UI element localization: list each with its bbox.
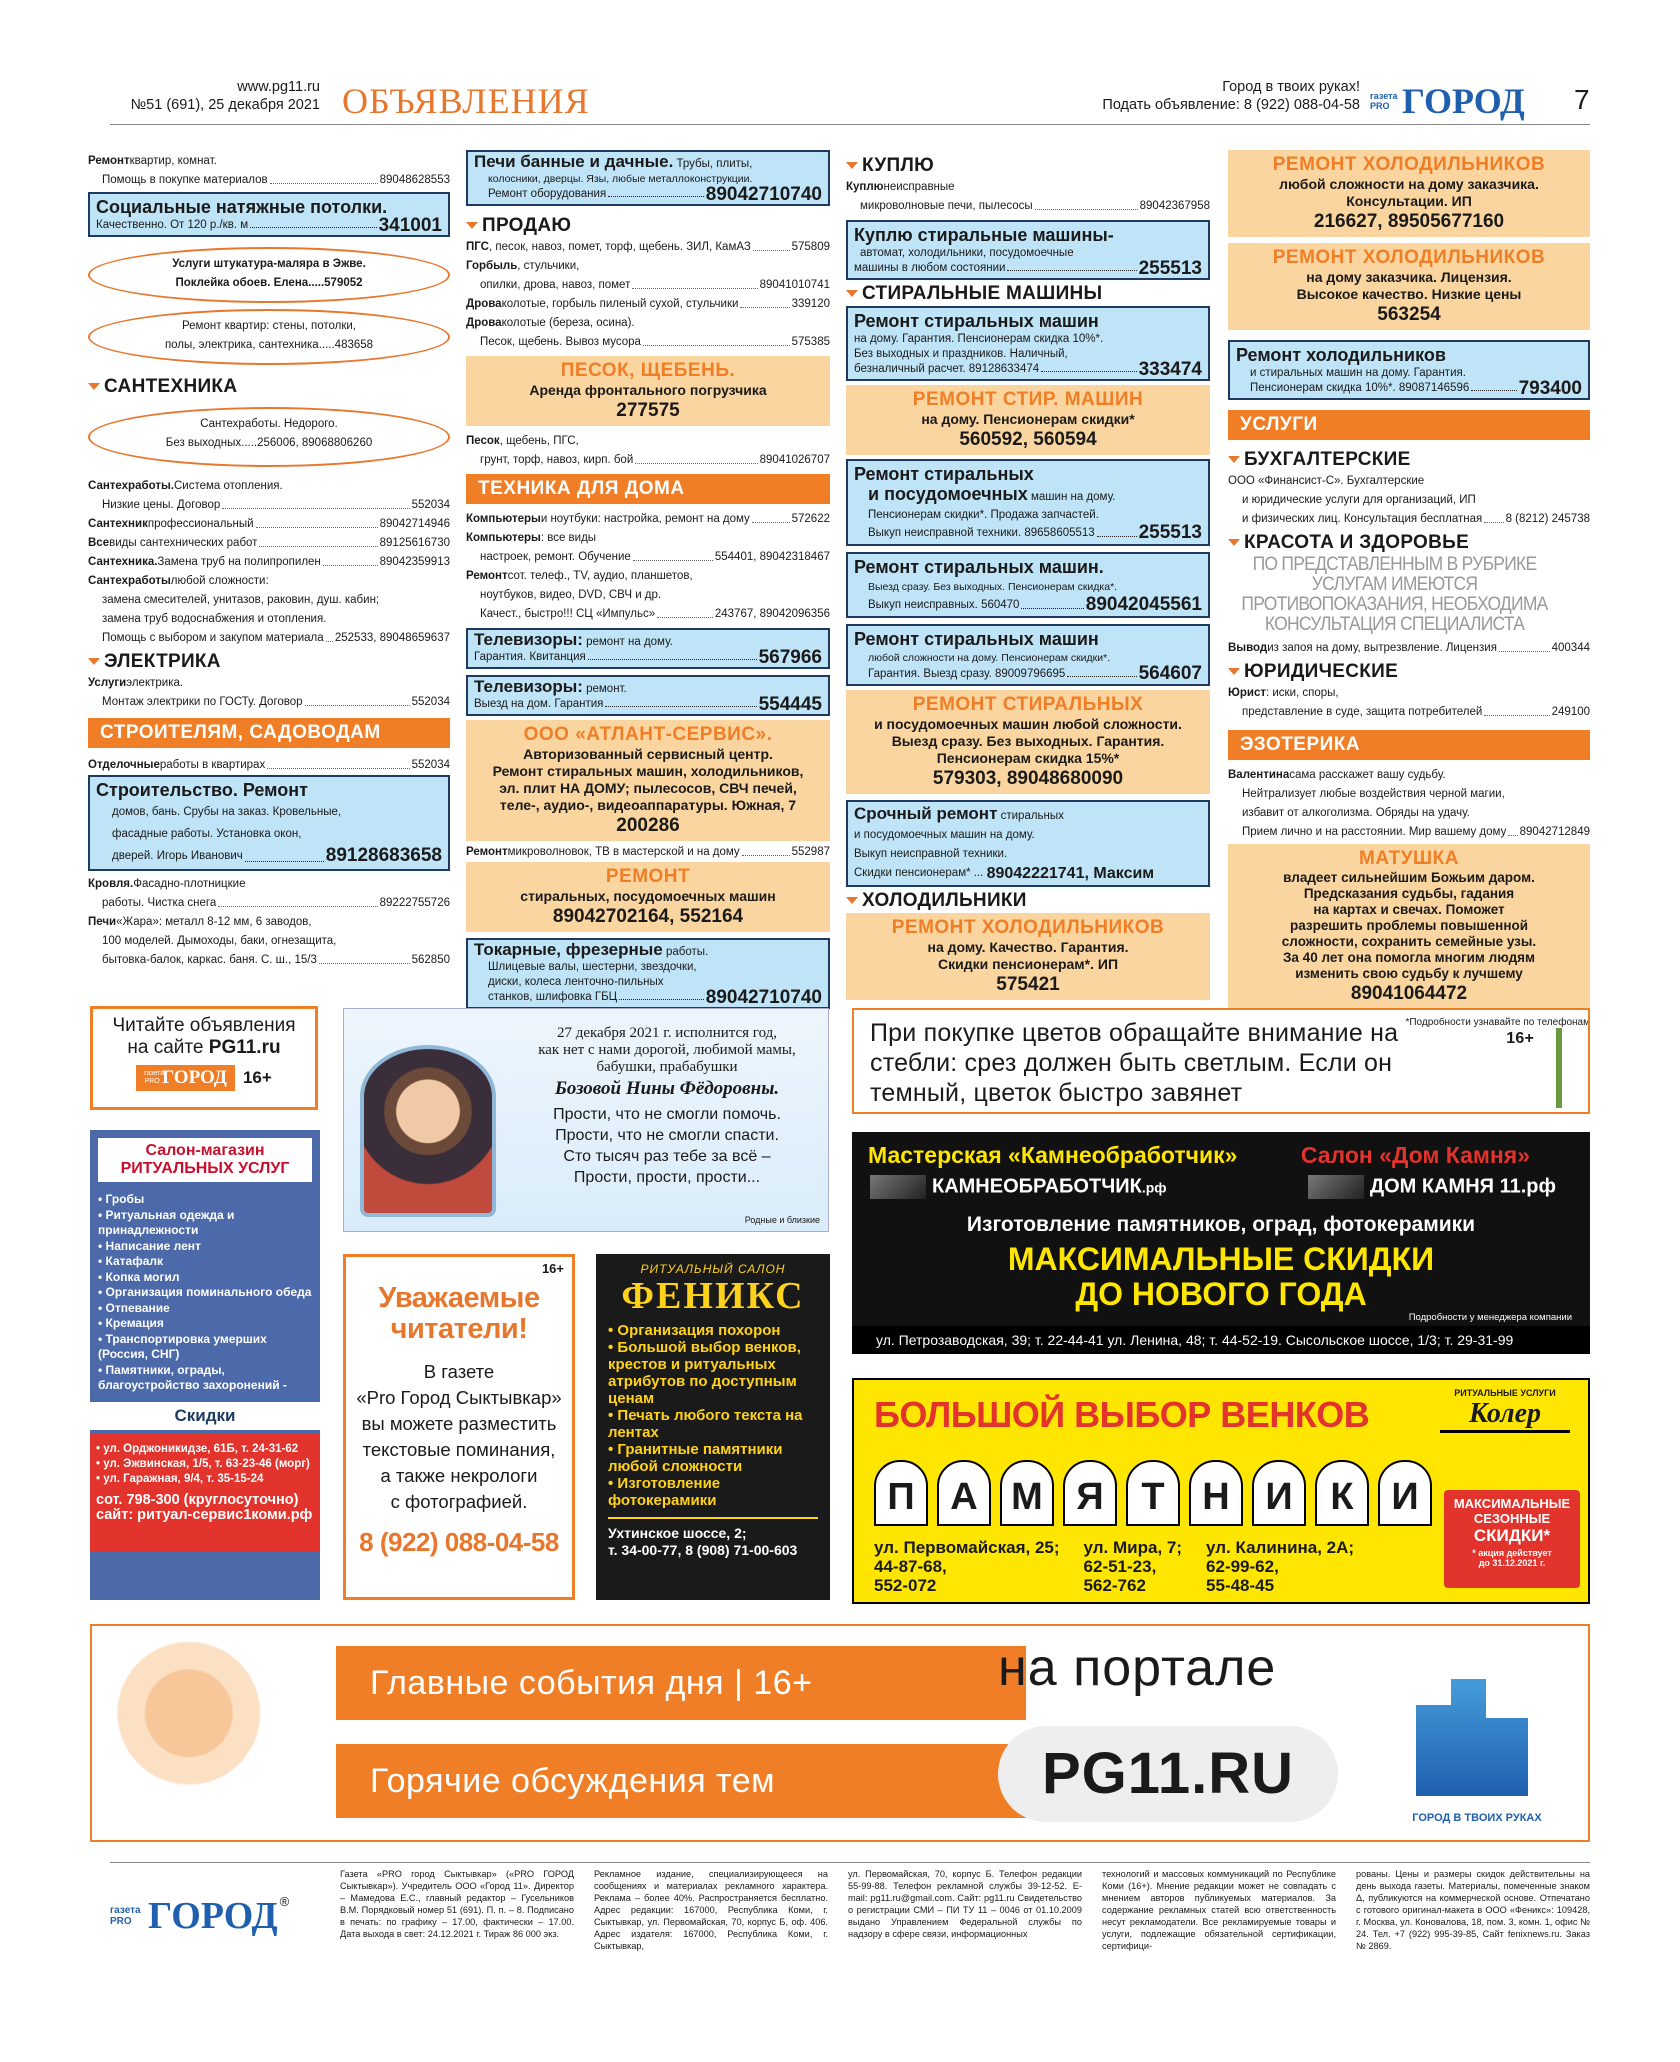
masthead-right xyxy=(1040,78,1360,114)
logo xyxy=(1370,80,1525,122)
buy-washers-ad: Куплю стиральные машины- автомат, холодильники, посудомоечные машины в любом состоянии 255513 xyxy=(846,220,1210,280)
stone-icon xyxy=(1308,1175,1364,1199)
memorial-ad: 27 декабря 2021 г. исполнится год, как нет с нами дорогой, любимой мамы, бабушки, прабабушки Бозовой Нины Фёдоровны. Прости, что не смогли помочь. Прости, что не смогли спасти. Сто тысяч раз тебе за всё – Прости, прости, прости... Родные и близкие xyxy=(343,1008,829,1232)
funeral-salon-ad: Салон-магазин РИТУАЛЬНЫХ УСЛУГ • Гробы • Ритуальная одежда и принадлежности • Написание лент • Катафалк • Копка могил • Организация поминального обеда • Отпевание • Кремация • Транспортировка умерших (Россия, СНГ) • Памятники, ограды, благоустройство захоронений - Скидки • ул. Орджоникидзе, 61Б, т. 24-31-62 • ул. Эжвинская, 1/5, т. 63-23-46 (морг) • ул. Гаражная, 9/4, т. 35-15-24 сот. 798-300 (круглосуточно) сайт: ритуал-сервис1коми.рф xyxy=(90,1130,320,1600)
list-item: Отделочные работы в квартирах 552034 xyxy=(88,756,450,775)
service-item: • Большой выбор венков, крестов и ритуальных атрибутов по доступным ценам xyxy=(608,1339,801,1407)
issue-date: №51 (691), 25 декабря 2021 xyxy=(130,97,320,113)
list-item: Низкие цены. Договор 552034 xyxy=(88,496,450,515)
footer-logo: газета PRO ГОРОД ® xyxy=(110,1894,290,1937)
selling-list xyxy=(466,238,830,352)
triangle-icon xyxy=(846,897,858,904)
construction-ad: Строительство. Ремонт домов, бань. Срубы на заказ. Кровельные, фасадные работы. Установка окон, дверей. Игорь Иванович 89128683658 xyxy=(88,775,450,871)
monument-letter: Н xyxy=(1189,1460,1243,1526)
phone-number[interactable]: 89222755726 xyxy=(379,897,450,909)
col3 xyxy=(846,152,1210,1000)
monument-letter: И xyxy=(1252,1460,1306,1526)
service-item: • Катафалк xyxy=(98,1254,164,1268)
list-item: Печи «Жара»: металл 8-12 мм, 6 заводов, xyxy=(88,916,312,928)
service-item: • Гранитные памятники любой сложности xyxy=(608,1441,783,1475)
monument-letter: А xyxy=(937,1460,991,1526)
discussions-banner[interactable]: Горячие обсуждения тем xyxy=(336,1744,1026,1818)
list-item: Сантехник профессиональный 89042714946 xyxy=(88,515,450,534)
list-item: ноутбуков, видео, DVD, СВЧ и др. xyxy=(480,589,662,601)
beauty-heading: КРАСОТА И ЗДОРОВЬЕ xyxy=(1228,529,1590,555)
list-item: Компьютеры и ноутбуки: настройка, ремонт на дому 572622 xyxy=(466,510,830,529)
list-item: Куплю неисправные xyxy=(846,181,955,193)
turning-works-ad: Токарные, фрезерные работы. Шлицевые валы, шестерни, звездочки, диски, колеса ленточно-пильных станков, шлифовка ГБЦ 89042710740 xyxy=(466,938,830,1009)
logo-gorod: ГОРОД xyxy=(1402,81,1525,121)
buying-list xyxy=(846,178,1210,216)
list-item: представление в суде, защита потребителей 249100 xyxy=(1228,703,1590,722)
list-item: Песок, щебень. Вывоз мусора 575385 xyxy=(466,333,830,352)
koler-ad: БОЛЬШОЙ ВЫБОР ВЕНКОВ РИТУАЛЬНЫЕ УСЛУГИ Колер П А М Я Т Н И К И МАКСИМАЛЬНЫЕ СЕЗОННЫЕ СКИДКИ* * акция действует до 31.12.2021 г. ул. Первомайская, 25; 44-87-68, 552-072 ул. Мира, 7; 62-51-23, 562-762 ул. Калинина, 2А; 62-99-62, 55-48-45 xyxy=(852,1378,1590,1604)
monuments-letters xyxy=(874,1460,1432,1526)
phone-number[interactable]: 89042712849 xyxy=(1519,826,1590,838)
list-item: Помощь в покупке материалов 89048628553 xyxy=(88,171,450,190)
footer-rule xyxy=(110,1862,1590,1863)
fridge-repair-ad-2: РЕМОНТ ХОЛОДИЛЬНИКОВ на дому заказчика. Лицензия. Высокое качество. Низкие цены 563254 xyxy=(1228,243,1590,330)
portal-url[interactable]: PG11.RU xyxy=(998,1726,1338,1822)
list-item: опилки, дрова, навоз, помет 89041010741 xyxy=(466,276,830,295)
events-banner[interactable]: Главные события дня | 16+ xyxy=(336,1646,1026,1720)
electric-heading: ЭЛЕКТРИКА xyxy=(88,648,450,674)
triangle-icon xyxy=(1228,539,1240,546)
koler-logo: РИТУАЛЬНЫЕ УСЛУГИ Колер xyxy=(1440,1388,1570,1433)
monument-letter: П xyxy=(874,1460,928,1526)
list-item: микроволновые печи, пылесосы 89042367958 xyxy=(846,197,1210,216)
address-line: • ул. Орджоникидзе, 61Б, т. 24-31-62 xyxy=(96,1442,299,1455)
phone-number[interactable]: 89042367958 xyxy=(1139,200,1210,212)
list-item: Качест., быстро!!! СЦ «Импульс» 243767, 89042096356 xyxy=(466,605,830,624)
list-item: замена труб водоснабжения и отопления. xyxy=(102,613,327,625)
monument-letter: Я xyxy=(1063,1460,1117,1526)
list-item: Дрова колотые (береза, осина). xyxy=(466,317,635,329)
plaster-ad: Услуги штукатура-маляра в Эжве. Поклейка обоев. Елена.....579052 xyxy=(88,247,450,303)
triangle-icon xyxy=(466,222,478,229)
triangle-icon xyxy=(846,162,858,169)
accounting-heading: БУХГАЛТЕРСКИЕ xyxy=(1228,446,1590,472)
readers-ad: 16+ Уважаемые читатели! В газете «Pro Город Сыктывкар» вы можете разместить текстовые поминания, а также некрологи с фотографией. 8 (922) 088-04-58 xyxy=(343,1254,575,1600)
portrait-photo xyxy=(360,1045,496,1217)
stoneworks-ad: Мастерская «Камнеобработчик» Салон «Дом Камня» КАМНЕОБРАБОТЧИК.рф ДОМ КАМНЯ 11.рф Изготовление памятников, оград, фотокерамики МАКСИМАЛЬНЫЕ СКИДКИ ДО НОВОГО ГОДА Подробности у менеджера компании ул. Петрозаводская, 39; т. 22-44-41 ул. Ленина, 48; т. 44-52-19. Сысольское шоссе, 1/3; т. 29-31-99 xyxy=(852,1132,1590,1354)
service-item: • Транспортировка умерших (Россия, СНГ) xyxy=(98,1331,267,1361)
monument-letter: К xyxy=(1315,1460,1369,1526)
phone-number[interactable]: 575809 xyxy=(791,241,830,253)
list-item: 100 моделей. Дымоходы, баки, огнезащита, xyxy=(102,935,337,947)
tv-repair-ad-2: Телевизоры: ремонт. Выезд на дом. Гарантия 554445 xyxy=(466,675,830,716)
washer-repair-peach-2: РЕМОНТ СТИРАЛЬНЫХ и посудомоечных машин любой сложности. Выезд сразу. Без выходных. Гарантия. Пенсионерам скидка 15%* 579303, 89048680090 xyxy=(846,690,1210,794)
list-item: грунт, торф, навоз, кирп. бой 89041026707 xyxy=(466,451,830,470)
portal-caption: ГОРОД В ТВОИХ РУКАХ xyxy=(1412,1812,1542,1824)
service-item: • Организация поминального обеда xyxy=(98,1285,312,1299)
list-item: ПГС , песок, навоз, помет, торф, щебень. ЗИЛ, КамАЗ 575809 xyxy=(466,238,830,257)
city-icon xyxy=(1402,1666,1542,1796)
portal-banner xyxy=(90,1624,1590,1842)
esoterics-heading: ЭЗОТЕРИКА xyxy=(1228,730,1590,760)
phone-number[interactable]: 252533, 89048659637 xyxy=(334,632,450,644)
triangle-icon xyxy=(1228,456,1240,463)
list-item: Юрист : иски, споры, xyxy=(1228,687,1339,699)
selling-heading: ПРОДАЮ xyxy=(466,212,830,238)
col2 xyxy=(466,150,830,1009)
fridge-repair-peach: РЕМОНТ ХОЛОДИЛЬНИКОВ на дому. Качество. Гарантия. Скидки пенсионерам*. ИП 575421 xyxy=(846,913,1210,1000)
list-item: замена смесителей, унитазов, раковин, душ. кабин; xyxy=(102,594,380,606)
phone-number[interactable]: 8 (8212) 245738 xyxy=(1505,513,1590,525)
triangle-icon xyxy=(846,290,858,297)
list-item: бытовка-балок, каркас. баня. С. ш., 15/3 562850 xyxy=(88,951,450,970)
triangle-icon xyxy=(88,383,100,390)
roofing-list xyxy=(88,875,450,970)
feniks-salon-ad: РИТУАЛЬНЫЙ САЛОН ФЕНИКС • Организация похорон • Большой выбор венков, крестов и ритуальных атрибутов по доступным ценам • Печать любого текста на лентах • Гранитные памятники любой сложности • Изготовление фотокерамики Ухтинское шоссе, 2; т. 34-00-77, 8 (908) 71-00-603 xyxy=(596,1254,830,1600)
service-item: • Организация похорон xyxy=(608,1322,781,1339)
appliances-list xyxy=(466,510,830,624)
monument-letter: Т xyxy=(1126,1460,1180,1526)
col4 xyxy=(1228,150,1590,1032)
phone-number[interactable]: 339120 xyxy=(791,298,830,310)
plumbing-heading: САНТЕХНИКА xyxy=(88,373,450,399)
triangle-icon xyxy=(1228,668,1240,675)
matushka-ad: МАТУШКА владеет сильнейшим Божьим даром. Предсказания судьбы, гадания на картах и свечах. Поможет разрешить проблемы повышенной сложности, сохранить семейные узы. За 40 лет она помогла многим людям изменить свою судьбу к лучшему 89041064472 xyxy=(1228,844,1590,1009)
list-item: Дрова колотые, горбыль пиленый сухой, стульчики 339120 xyxy=(466,295,830,314)
section-title: ОБЪЯВЛЕНИЯ xyxy=(342,81,590,121)
submit-ad-phone[interactable]: Подать объявление: 8 (922) 088-04-58 xyxy=(1102,97,1360,113)
home-appliances-heading: ТЕХНИКА ДЛЯ ДОМА xyxy=(466,474,830,504)
discounts-label: Скидки xyxy=(90,1402,320,1430)
service-item: • Памятники, ограды, благоустройство захоронений - xyxy=(98,1362,287,1392)
list-item: работы. Чистка снега 89222755726 xyxy=(88,894,450,913)
washer-repair-ad-1: Ремонт стиральных машин на дому. Гарантия. Пенсионерам скидка 10%*. Без выходных и праздников. Наличный, безналичный расчет. 89128633474 333474 xyxy=(846,306,1210,381)
phone-number[interactable]: 243767, 89042096356 xyxy=(714,608,830,620)
address-line: • ул. Эжвинская, 1/5, т. 63-23-46 (морг) xyxy=(96,1457,310,1470)
legal-list xyxy=(1228,684,1590,722)
service-item: • Кремация xyxy=(98,1316,164,1330)
phone-number[interactable]: 552034 xyxy=(411,696,450,708)
list-item: Прием лично и на расстоянии. Мир вашему дому 89042712849 xyxy=(1228,823,1590,842)
builders-heading: СТРОИТЕЛЯМ, САДОВОДАМ xyxy=(88,718,450,748)
footnote: *Подробности узнавайте по телефонам xyxy=(1405,1017,1590,1028)
logo-pro: газета PRO xyxy=(1370,91,1398,111)
feniks-services xyxy=(608,1322,818,1509)
washer-repair-ad-2: Ремонт стиральных и посудомоечных машин на дому. Пенсионерам скидки*. Продажа запчастей. Выкуп неисправной техники. 89658605513 255513 xyxy=(846,459,1210,546)
discount-badge: МАКСИМАЛЬНЫЕ СЕЗОННЫЕ СКИДКИ* * акция действует до 31.12.2021 г. xyxy=(1444,1490,1580,1588)
fridges-heading: ХОЛОДИЛЬНИКИ xyxy=(846,887,1210,913)
sauna-stoves-ad: Печи банные и дачные. Трубы, плиты, колосники, дверцы. Язы, любые металлоконструкции. Ремонт оборудования 89042710740 xyxy=(466,150,830,206)
list-item: Ремонт микроволновок, ТВ в мастерской и на дому 552987 xyxy=(466,843,830,862)
salon-addresses xyxy=(96,1442,314,1487)
electric-list xyxy=(88,674,450,712)
list-item: ООО «Финансист-С». Бухгалтерские xyxy=(1228,475,1425,487)
fridge-repair-ad-1: РЕМОНТ ХОЛОДИЛЬНИКОВ любой сложности на дому заказчика. Консультации. ИП 216627, 89505677160 xyxy=(1228,150,1590,237)
list-item: настроек, ремонт. Обучение 554401, 89042318467 xyxy=(466,548,830,567)
phone-number[interactable]: 572622 xyxy=(791,513,830,525)
service-item: • Копка могил xyxy=(98,1269,180,1284)
plumbing-oval-ad: Сантехработы. Недорого. Без выходных.....256006, 89068806260 xyxy=(88,407,450,467)
masthead-left xyxy=(110,78,320,114)
address-line: • ул. Гаражная, 9/4, т. 35-15-24 xyxy=(96,1472,264,1485)
atlant-service-ad: ООО «АТЛАНТ-СЕРВИС». Авторизованный сервисный центр. Ремонт стиральных машин, холодильников, эл. плит НА ДОМУ; пылесосов, СВЧ печей, теле-, аудио-, видеоаппаратуры. Южная, 7 200286 xyxy=(466,720,830,841)
list-item: Ремонт квартир, комнат. xyxy=(88,155,217,167)
comic-illustration xyxy=(92,1626,334,1842)
washer-repair-ad-3: Ремонт стиральных машин. Выезд сразу. Без выходных. Пенсионерам скидка*. Выкуп неисправных. 560470 89042045561 xyxy=(846,552,1210,618)
phone-number[interactable]: 89042714946 xyxy=(379,518,450,530)
stone-icon xyxy=(870,1175,926,1199)
phone-number[interactable]: 552034 xyxy=(411,499,450,511)
list-item: Помощь с выбором и закупом материала 252533, 89048659637 xyxy=(88,629,450,648)
list-item: Ремонт сот. телеф., TV, аудио, планшетов, xyxy=(466,570,693,582)
header-rule xyxy=(110,124,1590,125)
apartment-repair-ad: Ремонт квартир: стены, потолки, полы, электрика, сантехника.....483658 xyxy=(88,309,450,365)
list-item: Нейтрализует любые воздействия черной магии, xyxy=(1242,788,1505,800)
list-item: Компьютеры : все виды xyxy=(466,532,597,544)
washer-repair-peach-1: РЕМОНТ СТИР. МАШИН на дому. Пенсионерам скидки* 560592, 560594 xyxy=(846,385,1210,455)
col1 xyxy=(88,152,450,970)
buying-heading: КУПЛЮ xyxy=(846,152,1210,178)
site-url[interactable]: www.pg11.ru xyxy=(237,79,320,95)
washer-repair-peach-ad: РЕМОНТ стиральных, посудомоечных машин 89042702164, 552164 xyxy=(466,862,830,932)
phone-number[interactable]: 554401, 89042318467 xyxy=(714,551,830,563)
list-item: Песок , щебень, ПГС, xyxy=(466,435,579,447)
washer-repair-ad-4: Ремонт стиральных машин любой сложности на дому. Пенсионерам скидки*. Гарантия. Выезд сразу. 89009796695 564607 xyxy=(846,624,1210,686)
service-item: • Отпевание xyxy=(98,1300,170,1315)
phone-number[interactable]: 575385 xyxy=(791,336,830,348)
list-item: Услуги электрика. xyxy=(88,677,184,689)
flowers-notice: При покупке цветов обращайте внимание на стебли: срез должен быть светлым. Если он темный, цветок быстро завянет 16+ xyxy=(852,1008,1590,1114)
slogan: Город в твоих руках! xyxy=(1222,79,1360,95)
list-item: Монтаж электрики по ГОСТу. Договор 552034 xyxy=(88,693,450,712)
list-item: Горбыль , стульчики, xyxy=(466,260,580,272)
urgent-repair-ad: Срочный ремонт стиральных и посудомоечных машин на дому. Выкуп неисправной техники. Скидки пенсионерам* ... 89042221741, Максим xyxy=(846,800,1210,887)
plumbing-list xyxy=(88,477,450,648)
list-item: и физических лиц. Консультация бесплатная 8 (8212) 245738 xyxy=(1228,510,1590,529)
list-item: Все виды сантехнических работ 89125616730 xyxy=(88,534,450,553)
list-item: Сантехработы. Система отопления. xyxy=(88,480,283,492)
medical-warning: ПО ПРЕДСТАВЛЕННЫМ В РУБРИКЕ УСЛУГАМ ИМЕЮТСЯ ПРОТИВОПОКАЗАНИЯ, НЕОБХОДИМА КОНСУЛЬТАЦИЯ СПЕЦИАЛИСТА xyxy=(1241,554,1548,635)
footer-imprint: Газета «PRO город Сыктывкар» («PRO ГОРОД Сыктывкар»). Учредитель ООО «Город 11». Директор – Мамедова Е.С., главный редактор – Гусельников В.М. Порядковый номер 51 (691). П. п. – 8. Подписано в печать: по графику – 17.00, фактически – 17.00. Дата выхода в свет: 24.12.2021 г. Тираж 86 000 экз. Рекламное издание, специализирующееся на сообщениях и материалах рекламного характера. Реклама – более 40%. Распространяется бесплатно. Адрес редакции: 167000, Республика Коми, г. Сыктывкар, ул. Первомайская, 70, корпус Б, оф. 406. Адрес издателя: 167000, Республика Коми, г. Сыктывкар, ул. Первомайская, 70, корпус Б. Телефон редакции 55-99-88. Телефон рекламной службы 39-12-52. E-mail: pg11.ru@gmail.com. Сайт: pg11.ru Свидетельство о регистрации СМИ – ПИ ТУ 11 – 0046 от 01.10.2009 выдано Управлением Федеральной службы по надзору в сфере связи, информационных технологий и массовых коммуникаций по Республике Коми (16+). Мнение редакции может не совпадать с мнением авторов публикуемых материалов. За содержание рекламных статей всю ответственность несут рекламодатели. Все рекламируемые товары и услуги, подлежащие обязательной сертификации, сертифици- рованы. Цены и размеры скидок действительны на день выхода газеты. Материалы, помеченные знаком Δ, публикуются на коммерческой основе. Отпечатано с готового оригинал-макета в ООО «Феникс»: 109428, г. Москва, ул. Коновалова, 18, пом. 3, комн. 1, офис № 24. Тел. +7 (922) 995-39-85, Сайт fenixnews.ru. Заказ № 2869. xyxy=(340,1869,1590,1951)
service-item: • Изготовление фотокерамики xyxy=(608,1475,721,1509)
services-heading: УСЛУГИ xyxy=(1228,410,1590,440)
phone-number[interactable]: 89042359913 xyxy=(379,556,450,568)
phone-number[interactable]: 89125616730 xyxy=(379,537,450,549)
memorial-signature: Родные и близкие xyxy=(744,1215,820,1225)
ceiling-ad: Социальные натяжные потолки. Качественно. От 120 р./кв. м 341001 xyxy=(88,192,450,237)
phone-number[interactable]: 562850 xyxy=(411,954,450,966)
logo-badge: газета PRO ГОРОД xyxy=(136,1065,235,1091)
washers-heading: СТИРАЛЬНЫЕ МАШИНЫ xyxy=(846,280,1210,306)
list-item: и юридические услуги для организаций, ИП xyxy=(1242,494,1476,506)
service-item: • Ритуальная одежда и принадлежности xyxy=(98,1207,235,1237)
page-number: 7 xyxy=(1574,84,1590,115)
list-item: Сантехработы любой сложности: xyxy=(88,575,269,587)
monument-letter: И xyxy=(1378,1460,1432,1526)
list-item: Вывод из запоя на дому, вытрезвление. Лицензия 400344 xyxy=(1228,639,1590,658)
read-online-ad: Читайте объявления на сайте PG11.ru газета PRO ГОРОД 16+ xyxy=(90,1006,318,1110)
list-item: избавит от алкоголизма. Обряды на удачу. xyxy=(1242,807,1470,819)
phone-number[interactable]: 249100 xyxy=(1551,706,1590,718)
fridge-repair-ad-3: Ремонт холодильников и стиральных машин на дому. Гарантия. Пенсионерам скидка 10%*. 89087146596 793400 xyxy=(1228,340,1590,400)
flowers-icon xyxy=(1544,1028,1574,1108)
tv-repair-ad-1: Телевизоры: ремонт на дому. Гарантия. Квитанция 567966 xyxy=(466,628,830,669)
service-item: • Написание лент xyxy=(98,1238,201,1253)
accounting-list xyxy=(1228,472,1590,529)
phone-number[interactable]: 89041026707 xyxy=(759,454,830,466)
esoterics-list xyxy=(1228,766,1590,842)
list-item: Валентина сама расскажет вашу судьбу. xyxy=(1228,769,1446,781)
phone-number[interactable]: 89041010741 xyxy=(759,279,830,291)
service-item: • Печать любого текста на лентах xyxy=(608,1407,803,1441)
portal-title: на портале xyxy=(998,1639,1277,1697)
list-item: Сантехника. Замена труб на полипропилен 89042359913 xyxy=(88,553,450,572)
salon-services xyxy=(90,1182,320,1394)
list-item: Кровля. Фасадно-плотницкие xyxy=(88,878,246,890)
sand-ad: ПЕСОК, ЩЕБЕНЬ. Аренда фронтального погрузчика 277575 xyxy=(466,356,830,426)
legal-heading: ЮРИДИЧЕСКИЕ xyxy=(1228,658,1590,684)
sand-list xyxy=(466,432,830,470)
triangle-icon xyxy=(88,658,100,665)
monument-letter: М xyxy=(1000,1460,1054,1526)
service-item: • Гробы xyxy=(98,1192,145,1206)
